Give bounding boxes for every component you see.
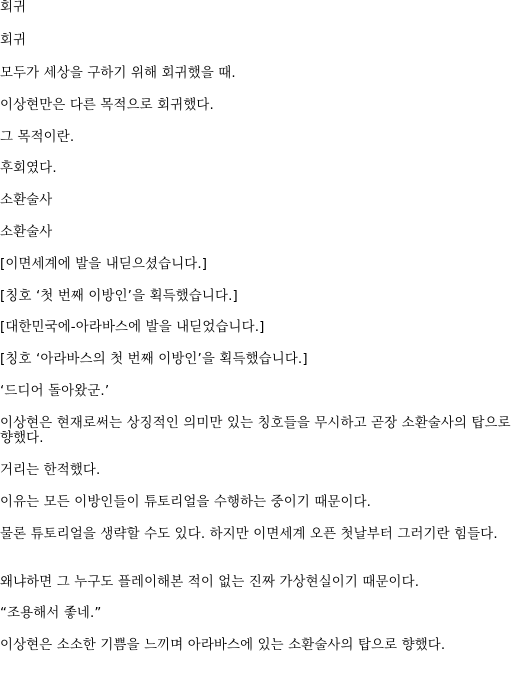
paragraph: 거리는 한적했다. bbox=[0, 463, 101, 478]
paragraph-dialogue: “조용해서 좋네.” bbox=[0, 606, 102, 621]
paragraph-section-title: 소환술사 bbox=[0, 193, 53, 208]
paragraph: 이상현만은 다른 목적으로 회귀했다. bbox=[0, 98, 214, 113]
system-message: [이면세계에 발을 내딛으셨습니다.] bbox=[0, 257, 208, 272]
system-message: [칭호 ‘첫 번째 이방인’을 획득했습니다.] bbox=[0, 289, 238, 304]
paragraph: 이상현은 소소한 기쁨을 느끼며 아라바스에 있는 소환술사의 탑으로 향했다. bbox=[0, 638, 446, 653]
paragraph: 물론 튜토리얼을 생략할 수도 있다. 하지만 이면세계 오픈 첫날부터 그러기란 힘들다. bbox=[0, 527, 498, 542]
paragraph: 모두가 세상을 구하기 위해 회귀했을 때. bbox=[0, 66, 236, 81]
paragraph: 그 목적이란. bbox=[0, 130, 75, 145]
paragraph: 이유는 모든 이방인들이 튜토리얼을 수행하는 중이기 때문이다. bbox=[0, 495, 372, 510]
paragraph-thought: ‘드디어 돌아왔군.’ bbox=[0, 384, 110, 399]
paragraph-heading: 회귀 bbox=[0, 33, 27, 48]
paragraph-title: 회귀 bbox=[0, 0, 27, 15]
system-message: [대한민국에-아라바스에 발을 내딛었습니다.] bbox=[0, 320, 265, 335]
paragraph: 왜냐하면 그 누구도 플레이해본 적이 없는 진짜 가상현실이기 때문이다. bbox=[0, 575, 420, 590]
paragraph-section-title: 소환술사 bbox=[0, 225, 53, 240]
paragraph: 이상현은 현재로써는 상징적인 의미만 있는 칭호들을 무시하고 곧장 소환술사의 탑으로 향했다. bbox=[0, 416, 511, 446]
paragraph: 후회였다. bbox=[0, 161, 57, 176]
system-message: [칭호 ‘아라바스의 첫 번째 이방인’을 획득했습니다.] bbox=[0, 352, 308, 367]
